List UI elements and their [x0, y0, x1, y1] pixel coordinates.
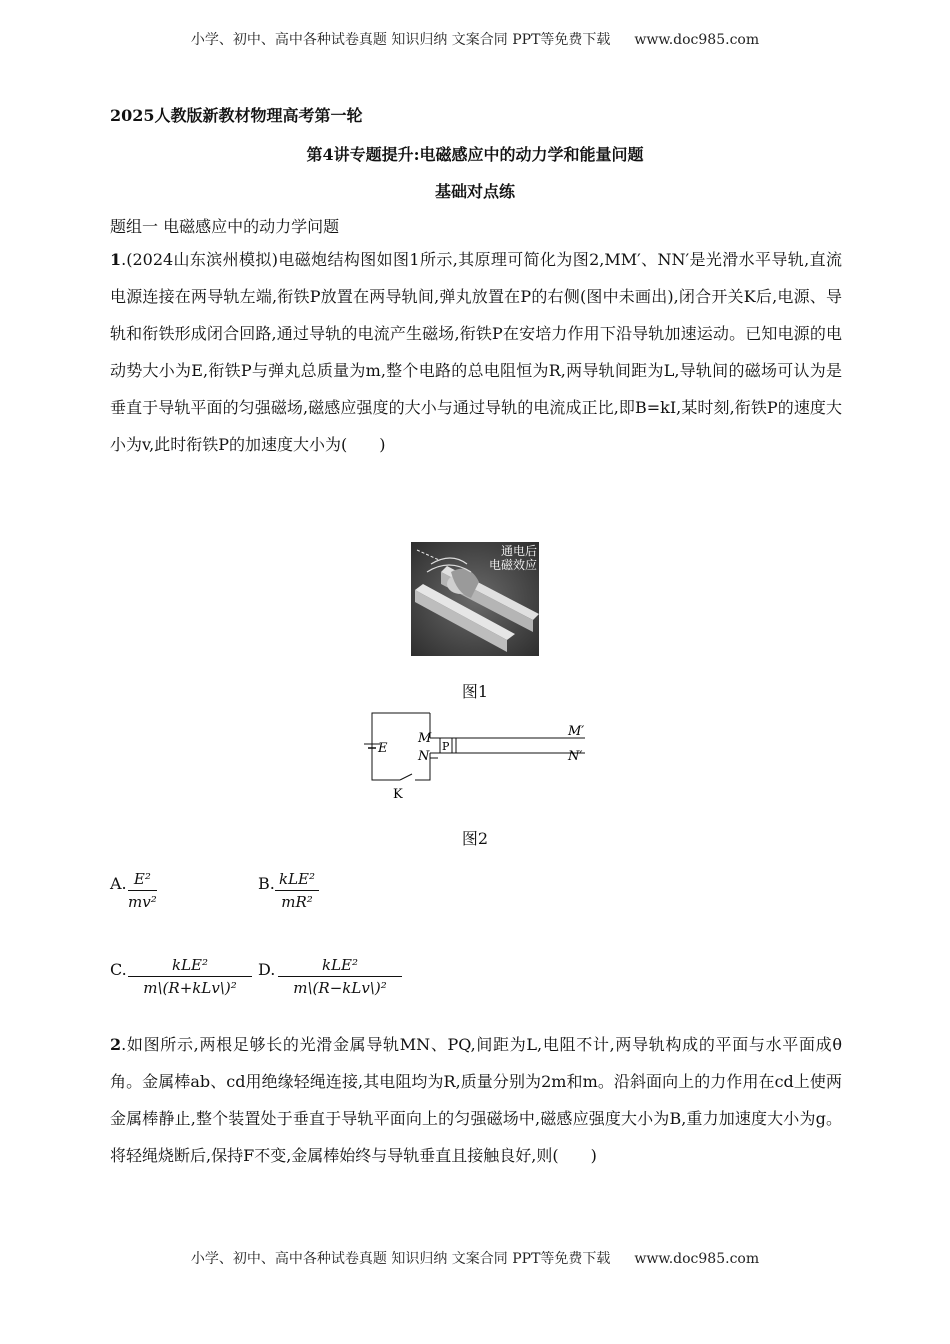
option-d-numerator: kLE²	[278, 956, 402, 977]
group-title: 题组一 电磁感应中的动力学问题	[110, 217, 340, 236]
option-b[interactable]	[258, 874, 275, 893]
question-2-text: .如图所示,两根足够长的光滑金属导轨MN、PQ,间距为L,电阻不计,两导轨构成的平面与水平面成θ角。金属棒ab、cd用绝缘轻绳连接,其电阻均为R,质量分别为2m和m。沿斜面向上的力作用在cd上使两金属棒静止,整个装置处于垂直于导轨平面向上的匀强磁场中,磁感应强度大小为B,重力加速度大小为g。将轻绳烧断后,保持F不变,金属棒始终与导轨垂直且接触良好,则( )	[110, 1035, 842, 1165]
series-title: 2025人教版新教材物理高考第一轮	[110, 106, 363, 125]
option-c[interactable]	[110, 960, 127, 979]
option-b-denominator: mR²	[281, 893, 313, 911]
figure-1-caption: 图1	[461, 682, 489, 701]
option-c-fraction	[128, 956, 252, 997]
option-a-denominator: mv²	[128, 893, 157, 911]
label-e: E	[378, 741, 388, 756]
label-k: K	[393, 787, 403, 802]
question-1	[110, 241, 842, 463]
label-p: P	[442, 740, 450, 753]
option-b-fraction	[275, 870, 319, 911]
lecture-title: 第4讲专题提升:电磁感应中的动力学和能量问题	[306, 145, 644, 164]
option-c-denominator: m\(R+kLv\)²	[143, 979, 237, 997]
page-footer	[0, 1248, 950, 1268]
section-title: 基础对点练	[434, 182, 515, 201]
footer-text: 小学、初中、高中各种试卷真题 知识归纳 文案合同 PPT等免费下载	[190, 1251, 611, 1267]
question-1-text: .(2024山东滨州模拟)电磁炮结构图如图1所示,其原理可简化为图2,MM′、NN′是光滑水平导轨,直流电源连接在两导轨左端,衔铁P放置在两导轨间,弹丸放置在P的右侧(图中未画出),闭合开关K后,电源、导轨和衔铁形成闭合回路,通过导轨的电流产生磁场,衔铁P在安培力作用下沿导轨加速运动。已知电源的电动势大小为E,衔铁P与弹丸总质量为m,整个电路的总电阻恒为R,两导轨间距为L,导轨间的磁场可认为是垂直于导轨平面的匀强磁场,磁感应强度的大小与通过导轨的电流成正比,即B=kI,某时刻,衔铁P的速度大小为v,此时衔铁P的加速度大小为( )	[110, 250, 842, 454]
figure-2-circuit	[360, 708, 600, 803]
photo-label-line2: 电磁效应	[488, 558, 537, 572]
figure-2-caption: 图2	[461, 829, 489, 848]
label-m-prime: M′	[568, 724, 585, 739]
label-n-prime: N′	[568, 749, 583, 764]
option-b-numerator: kLE²	[275, 870, 319, 891]
question-2	[110, 1026, 842, 1174]
question-1-number: 1	[110, 250, 122, 269]
page-header	[0, 29, 950, 49]
option-c-letter: C.	[110, 960, 127, 979]
label-m: M	[418, 731, 432, 746]
header-url[interactable]: www.doc985.com	[634, 32, 760, 48]
option-a[interactable]	[110, 874, 127, 893]
option-a-letter: A.	[110, 874, 127, 893]
option-a-fraction	[128, 870, 157, 911]
option-d-denominator: m\(R−kLv\)²	[293, 979, 387, 997]
option-b-letter: B.	[258, 874, 275, 893]
question-2-number: 2	[110, 1035, 122, 1054]
option-d[interactable]	[258, 960, 275, 979]
option-c-numerator: kLE²	[128, 956, 252, 977]
label-n: N	[418, 749, 430, 764]
option-d-fraction	[278, 956, 402, 997]
option-a-numerator: E²	[128, 870, 157, 891]
photo-label-line1: 通电后	[500, 544, 537, 558]
option-d-letter: D.	[258, 960, 276, 979]
header-text: 小学、初中、高中各种试卷真题 知识归纳 文案合同 PPT等免费下载	[190, 32, 611, 48]
figure-1-photo	[411, 542, 539, 656]
footer-url[interactable]: www.doc985.com	[634, 1251, 760, 1267]
